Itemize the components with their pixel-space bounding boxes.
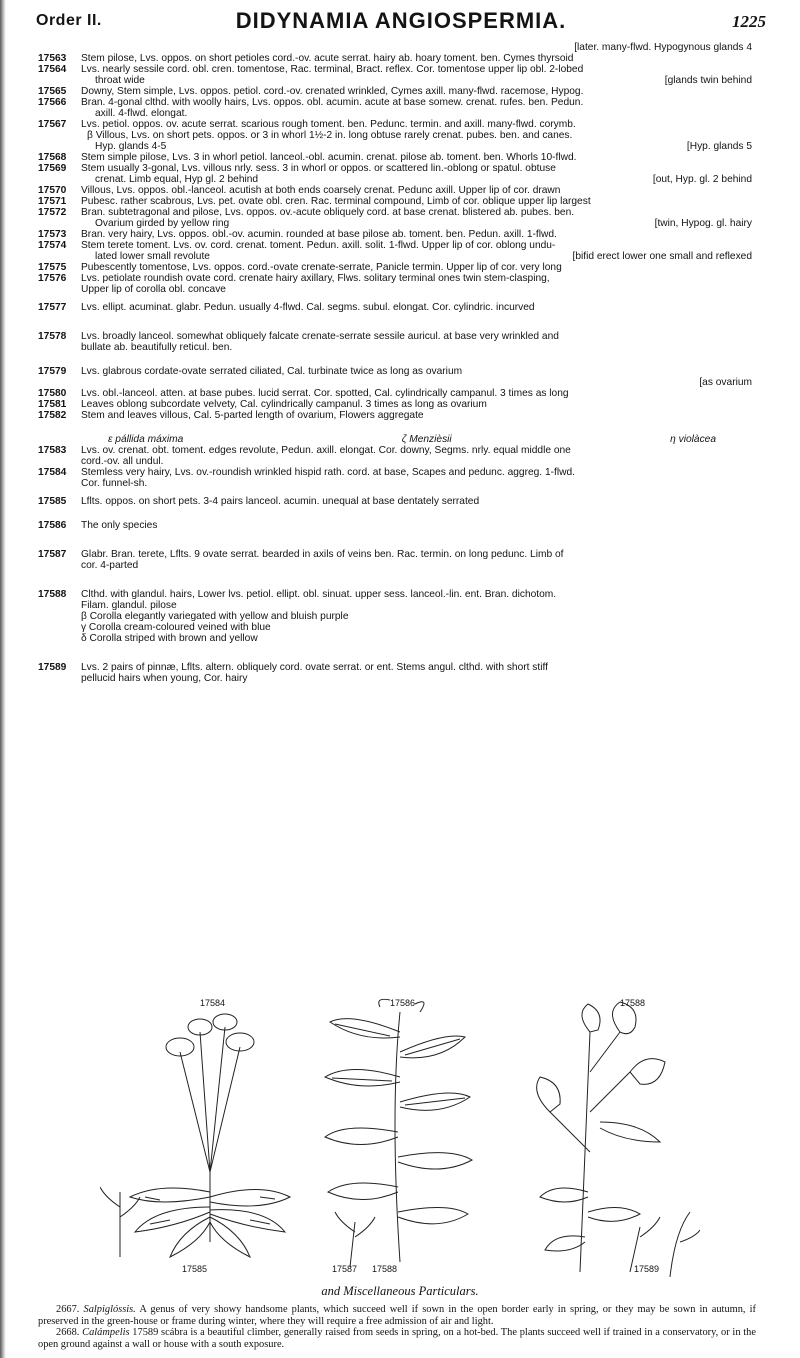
figure-label: 17589 xyxy=(634,1264,660,1274)
note-text: A genus of very showy handsome plants, which succeed well if sown in the open border early in spring, or they may be sown in autumn, if preserved in the green-house or frame during winter, where they will require a free admission of air and light. xyxy=(38,1304,756,1327)
entry-continuation-right: [as ovarium xyxy=(699,377,752,388)
entry-continuation: Cor. funnel-sh. xyxy=(81,478,148,489)
entry-text: Clthd. with glandul. hairs, Lower lvs. petiol. ellipt. obl. sinuat. upper sess. lanceol.-lin. ent. Bran. dichotom. xyxy=(81,589,557,600)
entry-text: Leaves oblong subcordate velvety, Cal. cylindrically campanul. 3 times as long as ovarium xyxy=(81,399,487,410)
entry-continuation: Filam. glandul. pilose xyxy=(81,600,177,611)
entry-17585 xyxy=(38,496,756,507)
entry-continuation: throat wide xyxy=(95,75,145,86)
note-paragraph xyxy=(38,1304,756,1327)
entry-number: 17575 xyxy=(38,262,67,273)
pinnate-leaf-drawing xyxy=(325,999,472,1262)
entry-17578 xyxy=(38,331,756,353)
entry-number: 17568 xyxy=(38,152,67,163)
variety-item: ζ Menzièsii xyxy=(401,434,452,445)
entry-number: 17586 xyxy=(38,520,67,531)
entry-17566 xyxy=(38,97,756,119)
entry-17589 xyxy=(38,662,756,684)
entry-text: Bran. subtetragonal and pilose, Lvs. oppos. ov.-acute obliquely cord. at base crenat. blistered ab. pubes. ben. xyxy=(81,207,575,218)
entry-continuation: lated lower small revolute xyxy=(95,251,210,262)
entry-continuation: Ovarium girded by yellow ring xyxy=(95,218,230,229)
figure-label: 17584 xyxy=(200,998,226,1008)
entry-continuation: cord.-ov. all undul. xyxy=(81,456,164,467)
rosette-plant-drawing xyxy=(130,1014,290,1257)
entry-number: 17569 xyxy=(38,163,67,174)
entry-number: 17583 xyxy=(38,445,67,456)
entry-17572 xyxy=(38,207,756,229)
entry-17573 xyxy=(38,229,756,240)
flowering-plant-drawing xyxy=(537,1002,665,1272)
entry-17579 xyxy=(38,366,756,388)
entry-continuation: Hyp. glands 4-5 xyxy=(95,141,167,152)
entry-17568 xyxy=(38,152,756,163)
figure-caption: and Miscellaneous Particulars. xyxy=(321,1284,479,1298)
entry-text: Pubescently tomentose, Lvs. oppos. cord.-ovate crenate-serrate, Panicle termin. Upper lip of cor. very long xyxy=(81,262,562,273)
entry-number: 17580 xyxy=(38,388,67,399)
note-genus: Salpiglóssis. xyxy=(83,1304,136,1315)
entry-text: Stem usually 3-gonal, Lvs. villous nrly. sess. 3 in whorl or oppos. or scattered lin.-oblong or spatul. obtuse xyxy=(81,163,556,174)
entry-number: 17587 xyxy=(38,549,67,560)
entry-continuation: [later. many-flwd. Hypogynous glands 4 xyxy=(574,42,752,53)
entry-text: Lvs. ov. crenat. obt. toment. edges revolute, Pedun. axill. elongat. Cor. downy, Segms. nrly. equal middle one xyxy=(81,445,571,456)
note-number: 2668. xyxy=(56,1327,80,1338)
page-header xyxy=(36,6,766,32)
entry-text: Stemless very hairy, Lvs. ov.-roundish wrinkled hispid rath. cord. at base, Scapes and pedunc. aggreg. 1-flwd. xyxy=(81,467,575,478)
entry-17565 xyxy=(38,86,756,97)
page-binding-shadow xyxy=(0,0,6,1358)
entry-text: Lvs. glabrous cordate-ovate serrated ciliated, Cal. turbinate twice as long as ovarium xyxy=(81,366,463,377)
entry-17575 xyxy=(38,262,756,273)
entry-variety: γ Corolla cream-coloured veined with blue xyxy=(81,622,271,633)
entry-variety: β Villous, Lvs. on short pets. oppos. or 3 in whorl 1½-2 in. long obtuse rarely crenat. pubes. ben. and canes. xyxy=(87,130,573,141)
entry-17564 xyxy=(38,64,756,86)
entry-text: Stem and leaves villous, Cal. 5-parted length of ovarium, Flowers aggregate xyxy=(81,410,424,421)
note-number: 2667. xyxy=(56,1304,80,1315)
entry-number: 17572 xyxy=(38,207,67,218)
figure-label: 17588 xyxy=(620,998,646,1008)
note-paragraph xyxy=(38,1327,756,1350)
species-entries xyxy=(38,42,756,684)
entry-number: 17563 xyxy=(38,53,67,64)
entry-number: 17574 xyxy=(38,240,67,251)
entry-text: Lflts. oppos. on short pets. 3-4 pairs lanceol. acumin. unequal at base dentately serrated xyxy=(81,496,480,507)
entry-text: Lvs. 2 pairs of pinnæ, Lflts. altern. obliquely cord. ovate serrat. or ent. Stems angul. clthd. with short stiff xyxy=(81,662,548,673)
entry-17574 xyxy=(38,240,756,262)
entry-text: Lvs. obl.-lanceol. atten. at base pubes. lucid serrat. Cor. spotted, Cal. cylindrically campanul. 3 times as long xyxy=(81,388,569,399)
entry-continuation-right: [bifid erect lower one small and reflexed xyxy=(572,251,752,262)
variety-item: ε pállida máxima xyxy=(108,434,184,445)
entry-17576 xyxy=(38,273,756,295)
page-number: 1225 xyxy=(732,12,766,31)
entry-number: 17567 xyxy=(38,119,67,130)
entry-number: 17588 xyxy=(38,589,67,600)
entry-number: 17578 xyxy=(38,331,67,342)
entry-17588 xyxy=(38,589,756,644)
entry-number: 17571 xyxy=(38,196,67,207)
entry-continuation: crenat. Limb equal, Hyp gl. 2 behind xyxy=(95,174,259,185)
variety-item: η violàcea xyxy=(670,434,716,445)
note-text: 17589 scábra is a beautiful climber, generally raised from seeds in spring, on a hot-bed. The plants succeed well if trained in a conservatory, or in the open ground against a wall or house with a south exposure. xyxy=(38,1327,756,1350)
entry-17577 xyxy=(38,302,756,313)
entry-number: 17582 xyxy=(38,410,67,421)
entry-17580 xyxy=(38,388,756,399)
entry-text: Stem pilose, Lvs. oppos. on short petioles cord.-ov. acute serrat. hairy ab. hoary toment. ben. Cymes thyrsoid xyxy=(81,53,574,64)
figure-label: 17585 xyxy=(182,1264,208,1274)
entry-17584 xyxy=(38,467,756,489)
entry-text: Pubesc. rather scabrous, Lvs. pet. ovate obl. cren. Rac. terminal compound, Limb of cor. oblique upper lip largest xyxy=(81,196,591,207)
entry-number: 17577 xyxy=(38,302,67,313)
entry-number: 17564 xyxy=(38,64,67,75)
entry-number: 17579 xyxy=(38,366,67,377)
variety-list xyxy=(38,434,756,445)
entry-17581 xyxy=(38,399,756,410)
entry-continuation: bullate ab. beautifully reticul. ben. xyxy=(81,342,233,353)
entry-17570 xyxy=(38,185,756,196)
entry-text: Bran. very hairy, Lvs. oppos. obl.-ov. acumin. rounded at base pilose ab. toment. ben. Pedun. axill. 1-flwd. xyxy=(81,229,557,240)
entry-continuation-right: [Hyp. glands 5 xyxy=(686,141,752,152)
entry-17587 xyxy=(38,549,756,571)
entry-number: 17565 xyxy=(38,86,67,97)
entry-continuation: cor. 4-parted xyxy=(81,560,139,571)
figure-label: 17588 xyxy=(372,1264,398,1274)
entry-text: Lvs. petiolate roundish ovate cord. crenate hairy axillary, Flws. solitary terminal ones twin stem-clasping, xyxy=(81,273,550,284)
entry-text: Bran. 4-gonal clthd. with woolly hairs, Lvs. oppos. obl. acumin. acute at base somew. crenat. rufes. ben. Pedun. xyxy=(81,97,584,108)
entry-17571 xyxy=(38,196,756,207)
entry-17582 xyxy=(38,410,756,421)
entry-17583 xyxy=(38,445,756,467)
figure-label: 17586 xyxy=(390,998,416,1008)
entry-number: 17570 xyxy=(38,185,67,196)
entry-continuation: Upper lip of corolla obl. concave xyxy=(81,284,226,295)
entry-continuation-right: [twin, Hypog. gl. hairy xyxy=(654,218,752,229)
order-heading: Order II. xyxy=(36,12,102,29)
entry-number: 17585 xyxy=(38,496,67,507)
entry-number: 17566 xyxy=(38,97,67,108)
entry-number: 17573 xyxy=(38,229,67,240)
entry-continuation: axill. 4-flwd. elongat. xyxy=(95,108,188,119)
entry-17563 xyxy=(38,53,756,64)
entry-variety: δ Corolla striped with brown and yellow xyxy=(81,633,258,644)
entry-17569 xyxy=(38,163,756,185)
entry-17586 xyxy=(38,520,756,531)
plant-engravings xyxy=(100,992,700,1282)
figure-label: 17587 xyxy=(332,1264,358,1274)
entry-text: Villous, Lvs. oppos. obl.-lanceol. acutish at both ends coarsely crenat. Pedunc axill. Upper lip of cor. drawn xyxy=(81,185,561,196)
botanical-illustration xyxy=(100,992,700,1282)
entry-text: Lvs. petiol. oppos. ov. acute serrat. scarious rough toment. ben. Pedunc. termin. and axill. many-flwd. corymb. xyxy=(81,119,576,130)
entry-number: 17576 xyxy=(38,273,67,284)
entry-text: Downy, Stem simple, Lvs. oppos. petiol. cord.-ov. crenated wrinkled, Cymes axill. many-flwd. racemose, Hypog. xyxy=(81,86,584,97)
entry-text: The only species xyxy=(81,520,158,531)
page-title: DIDYNAMIA ANGIOSPERMIA. xyxy=(235,8,567,33)
entry-text: Stem simple pilose, Lvs. 3 in whorl petiol. lanceol.-obl. acumin. crenat. pilose ab. toment. ben. Whorls 10-flwd. xyxy=(81,152,577,163)
entry-number: 17584 xyxy=(38,467,67,478)
entry-continuation-right: [out, Hyp. gl. 2 behind xyxy=(652,174,752,185)
entry-number: 17589 xyxy=(38,662,67,673)
note-genus: Calámpelis xyxy=(82,1327,130,1338)
entry-continuation-right: [glands twin behind xyxy=(664,75,752,86)
entry-text: Lvs. ellipt. acuminat. glabr. Pedun. usually 4-flwd. Cal. segms. subul. elongat. Cor. cylindric. incurved xyxy=(81,302,535,313)
entry-variety: β Corolla elegantly variegated with yellow and bluish purple xyxy=(81,611,349,622)
entry-continuation: pellucid hairs when young, Cor. hairy xyxy=(81,673,248,684)
entry-number: 17581 xyxy=(38,399,67,410)
cultivation-notes xyxy=(38,1304,756,1350)
entry-text: Lvs. nearly sessile cord. obl. cren. tomentose, Rac. terminal, Bract. reflex. Cor. tomentose upper lip obl. 2-lobed xyxy=(81,64,584,75)
entry-17567 xyxy=(38,119,756,152)
entry-text: Stem terete toment. Lvs. ov. cord. crenat. toment. Pedun. axill. solit. 1-flwd. Upper lip of cor. oblong undu- xyxy=(81,240,556,251)
entry-text: Glabr. Bran. terete, Lflts. 9 ovate serrat. bearded in axils of veins ben. Rac. termin. on long pedunc. Limb of xyxy=(81,549,564,560)
entry-text: Lvs. broadly lanceol. somewhat obliquely falcate crenate-serrate sessile auricul. at base very wrinkled and xyxy=(81,331,559,342)
